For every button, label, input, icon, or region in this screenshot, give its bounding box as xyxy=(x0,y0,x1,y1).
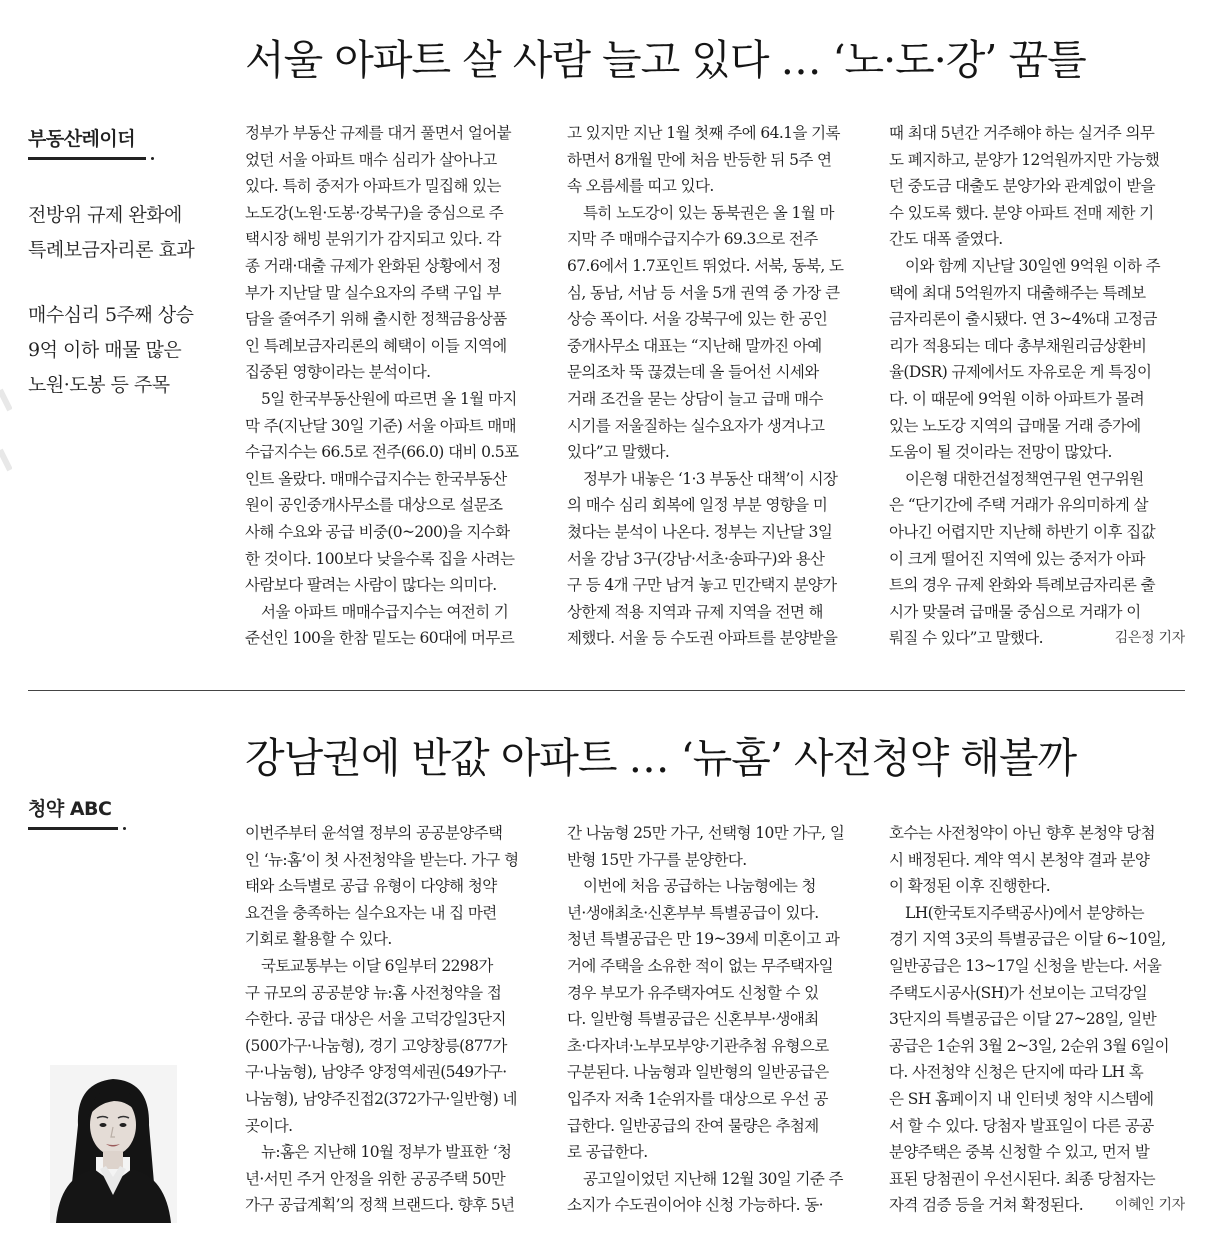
reporter-portrait-image xyxy=(50,1065,177,1223)
reporter-byline: 김은정 기자 xyxy=(1114,630,1185,647)
body-line: 막 주(지난달 30일 기준) 서울 아파트 매매 xyxy=(245,416,516,435)
article-subscription-abc xyxy=(0,700,1209,1246)
section-label xyxy=(28,124,146,160)
body-line: 거래 조건을 묻는 상담이 늘고 급매 매수 xyxy=(567,389,823,408)
body-line: 공급은 1순위 3월 2~3일, 2순위 3월 6일이 xyxy=(889,1036,1169,1055)
body-line: 국토교통부는 이달 6일부터 2298가 xyxy=(261,956,493,975)
body-line: 인트 올랐다. 매매수급지수는 한국부동산 xyxy=(245,469,507,488)
body-line: 노도강(노원·도봉·강북구)을 중심으로 주 xyxy=(245,203,504,222)
body-line: 시가 맞물려 급매물 중심으로 거래가 이 xyxy=(889,602,1141,621)
body-line: 다. 이 때문에 9억원 이하 아파트가 몰려 xyxy=(889,389,1145,408)
body-line: 로 공급한다. xyxy=(567,1143,648,1162)
body-line: 간도 대폭 줄였다. xyxy=(889,230,1003,249)
body-line: 택에 최대 5억원까지 대출해주는 특례보 xyxy=(889,283,1146,302)
body-line: 이은형 대한건설정책연구원 연구위원 xyxy=(905,469,1144,488)
deck-line: 9억 이하 매물 많은 xyxy=(28,339,182,361)
body-line: 준선인 100을 한참 밑도는 60대에 머무르 xyxy=(245,629,515,648)
body-line: 이번에 처음 공급하는 나눔형에는 청 xyxy=(583,877,816,896)
body-line: 율(DSR) 규제에서도 자유로운 게 특징이 xyxy=(889,363,1152,382)
body-line: 리가 적용되는 데다 총부채원리금상환비 xyxy=(889,336,1147,355)
article-body xyxy=(245,120,1185,665)
body-line: 초·다자녀·노부모부양·기관추첨 유형으로 xyxy=(567,1036,829,1055)
body-line: 년·서민 주거 안정을 위한 공공주택 50만 xyxy=(245,1169,506,1188)
body-line: 67.6에서 1.7포인트 뛰었다. 서북, 동북, 도 xyxy=(567,256,844,275)
body-line: 시기를 저울질하는 실수요자가 생겨나고 xyxy=(567,416,825,435)
section-label-underline xyxy=(28,157,146,160)
body-line: 있는 노도강 지역의 급매물 거래 증가에 xyxy=(889,416,1141,435)
body-line: 담을 줄여주기 위해 출시한 정책금융상품 xyxy=(245,310,507,329)
body-line: 의 매수 심리 회복에 일정 부분 영향을 미 xyxy=(567,496,828,515)
body-line: 3단지의 특별공급은 이달 27~28일, 일반 xyxy=(889,1010,1157,1029)
body-line: 특히 노도강이 있는 동북권은 올 1월 마 xyxy=(583,203,834,222)
body-line: 인 ‘뉴:홈’이 첫 사전청약을 받는다. 가구 형 xyxy=(245,850,519,869)
body-column-3 xyxy=(889,820,1185,1219)
body-line: 한 것이다. 100보다 낮을수록 집을 사려는 xyxy=(245,549,515,568)
body-line: 정부가 내놓은 ‘1·3 부동산 대책’이 시장 xyxy=(583,469,838,488)
body-line: 상승 폭이다. 서울 강북구에 있는 한 공인 xyxy=(567,310,828,329)
body-line: 급한다. 일반공급의 잔여 물량은 추첨제 xyxy=(567,1116,819,1135)
body-line: 수급지수는 66.5로 전주(66.0) 대비 0.5포 xyxy=(245,443,519,462)
body-line: 은 SH 홈페이지 내 인터넷 청약 시스템에 xyxy=(889,1089,1154,1108)
body-line: 상한제 적용 지역과 규제 지역을 전면 해 xyxy=(567,602,823,621)
deck-group xyxy=(28,198,228,268)
body-line: 거에 주택을 소유한 적이 없는 무주택자일 xyxy=(567,956,833,975)
body-column-2 xyxy=(567,120,863,652)
body-line: 구분된다. 나눔형과 일반형의 일반공급은 xyxy=(567,1063,829,1082)
body-line: 구 규모의 공공분양 뉴:홈 사전청약을 접 xyxy=(245,983,502,1002)
body-line: 사해 수요와 공급 비중(0~200)을 지수화 xyxy=(245,522,510,541)
body-line: 구 등 4개 구만 남겨 놓고 민간택지 분양가 xyxy=(567,576,837,595)
body-line: 뉴:홈은 지난해 10월 정부가 발표한 ‘청 xyxy=(261,1143,512,1162)
body-line: 표된 당첨권이 우선시된다. 최종 당첨자는 xyxy=(889,1169,1155,1188)
body-line: 시 배정된다. 계약 역시 본청약 결과 분양 xyxy=(889,850,1150,869)
body-line: 제했다. 서울 등 수도권 아파트를 분양받을 xyxy=(567,629,838,648)
body-line: 있다. 특히 중저가 아파트가 밀집해 있는 xyxy=(245,177,501,196)
body-line: 때 최대 5년간 거주해야 하는 실거주 의무 xyxy=(889,124,1155,142)
article-deck xyxy=(28,198,228,433)
body-line: 나눔형), 남양주진접2(372가구·일반형) 네 xyxy=(245,1089,517,1108)
body-line: 곳이다. xyxy=(245,1116,293,1135)
deck-line: 전방위 규제 완화에 xyxy=(28,204,182,226)
body-line: 반형 15만 가구를 분양한다. xyxy=(567,850,747,869)
body-line: 기회로 활용할 수 있다. xyxy=(245,930,392,949)
body-line: 서울 아파트 매매수급지수는 여전히 기 xyxy=(261,602,509,621)
body-line: 다. 일반형 특별공급은 신혼부부·생애최 xyxy=(567,1010,819,1029)
body-line: 경기 지역 3곳의 특별공급은 이달 6~10일, xyxy=(889,930,1166,949)
body-line: (500가구·나눔형), 경기 고양창릉(877가 xyxy=(245,1036,507,1055)
body-line: 자격 검증 등을 거쳐 확정된다. 이혜인 기자 xyxy=(889,1192,1185,1219)
body-line: 던 중도금 대출도 분양가와 관계없이 받을 xyxy=(889,177,1155,196)
body-line: 수한다. 공급 대상은 서울 고덕강일3단지 xyxy=(245,1010,506,1029)
body-line: 주택도시공사(SH)가 선보이는 고덕강일 xyxy=(889,983,1148,1002)
body-line: 속 오름세를 띠고 있다. xyxy=(567,177,714,196)
body-line: 부가 지난달 말 실수요자의 주택 구입 부 xyxy=(245,283,501,302)
body-line: 호수는 사전청약이 아닌 향후 본청약 당첨 xyxy=(889,824,1155,842)
body-line: 이 크게 떨어진 지역에 있는 중저가 아파 xyxy=(889,549,1145,568)
body-line: 인 특례보금자리론의 혜택이 이들 지역에 xyxy=(245,336,507,355)
body-line: 사람보다 팔려는 사람이 많다는 의미다. xyxy=(245,576,497,595)
body-line: 이번주부터 윤석열 정부의 공공분양주택 xyxy=(245,824,503,842)
body-line: 소지가 수도권이어야 신청 가능하다. 동· xyxy=(567,1196,823,1215)
body-line: 공고일이었던 지난해 12월 30일 기준 주 xyxy=(583,1169,843,1188)
body-line: 었던 서울 아파트 매수 심리가 살아나고 xyxy=(245,150,497,169)
body-line: 뤄질 수 있다”고 말했다. 김은정 기자 xyxy=(889,625,1185,652)
body-line: LH(한국토지주택공사)에서 분양하는 xyxy=(905,903,1145,922)
section-label-text: 청약 ABC xyxy=(28,798,112,820)
page-edge-mark xyxy=(0,380,12,480)
body-line: 정부가 부동산 규제를 대거 풀면서 얼어붙 xyxy=(245,124,511,142)
body-line: 중개사무소 대표는 “지난해 말까진 아예 xyxy=(567,336,822,355)
body-line: 도 폐지하고, 분양가 12억원까지만 가능했 xyxy=(889,150,1160,169)
body-line: 수 있도록 했다. 분양 아파트 전매 제한 기 xyxy=(889,203,1154,222)
body-line: 종 거래·대출 규제가 완화된 상황에서 정 xyxy=(245,256,501,275)
section-label-underline xyxy=(28,827,118,830)
body-line: 간 나눔형 25만 가구, 선택형 10만 가구, 일 xyxy=(567,824,845,842)
article-body xyxy=(245,820,1185,1240)
body-column-3 xyxy=(889,120,1185,652)
body-line: 도움이 될 것이라는 전망이 많았다. xyxy=(889,443,1112,462)
reporter-photo xyxy=(50,1065,177,1223)
body-line: 요건을 충족하는 실수요자는 내 집 마련 xyxy=(245,903,497,922)
body-line: 경우 부모가 유주택자여도 신청할 수 있 xyxy=(567,983,819,1002)
body-line: 가구 공급계획’의 정책 브랜드다. 향후 5년 xyxy=(245,1196,515,1215)
reporter-byline: 이혜인 기자 xyxy=(1114,1197,1185,1214)
body-line: 이 확정된 이후 진행한다. xyxy=(889,877,1051,896)
article-divider xyxy=(28,690,1185,691)
body-line: 청년 특별공급은 만 19~39세 미혼이고 과 xyxy=(567,930,840,949)
section-label xyxy=(28,794,118,830)
body-line: 쳤다는 분석이 나온다. 정부는 지난달 3일 xyxy=(567,522,833,541)
body-line: 다. 사전청약 신청은 단지에 따라 LH 혹 xyxy=(889,1063,1144,1082)
body-line: 년·생애최초·신혼부부 특별공급이 있다. xyxy=(567,903,819,922)
body-line: 아나긴 어렵지만 지난해 하반기 이후 집값 xyxy=(889,522,1155,541)
body-line: 하면서 8개월 만에 처음 반등한 뒤 5주 연 xyxy=(567,150,832,169)
body-line: 트의 경우 규제 완화와 특례보금자리론 출 xyxy=(889,576,1155,595)
body-line: 분양주택은 중복 신청할 수 있고, 먼저 발 xyxy=(889,1143,1150,1162)
body-line: 금자리론이 출시됐다. 연 3~4%대 고정금 xyxy=(889,310,1157,329)
deck-group xyxy=(28,298,228,403)
body-line: 있다”고 말했다. xyxy=(567,443,670,462)
body-line: 서울 강남 3구(강남·서초·송파구)와 용산 xyxy=(567,549,825,568)
body-line: 심, 동남, 서남 등 서울 5개 권역 중 가장 큰 xyxy=(567,283,840,302)
body-line: 원이 공인중개사무소를 대상으로 설문조 xyxy=(245,496,503,515)
section-label-text: 부동산레이더 xyxy=(28,128,136,150)
body-line: 구·나눔형), 남양주 양정역세권(549가구· xyxy=(245,1063,507,1082)
body-line: 집중된 영향이라는 분석이다. xyxy=(245,363,431,382)
body-line: 일반공급은 13~17일 신청을 받는다. 서울 xyxy=(889,956,1162,975)
deck-line: 매수심리 5주째 상승 xyxy=(28,304,194,326)
body-column-1 xyxy=(245,120,541,652)
body-line: 고 있지만 지난 1월 첫째 주에 64.1을 기록 xyxy=(567,124,840,142)
body-line: 이와 함께 지난달 30일엔 9억원 이하 주 xyxy=(905,256,1160,275)
body-column-2 xyxy=(567,820,863,1219)
article-headline: 강남권에 반값 아파트 … ‘뉴홈’ 사전청약 해볼까 xyxy=(245,734,1077,782)
body-line: 은 “단기간에 주택 거래가 유의미하게 살 xyxy=(889,496,1148,515)
article-headline: 서울 아파트 살 사람 늘고 있다 … ‘노·도·강’ 꿈틀 xyxy=(245,36,1086,84)
body-line: 입주자 저축 1순위자를 대상으로 우선 공 xyxy=(567,1089,828,1108)
body-column-1 xyxy=(245,820,541,1219)
body-line: 태와 소득별로 공급 유형이 다양해 청약 xyxy=(245,877,497,896)
body-line: 5일 한국부동산원에 따르면 올 1월 마지 xyxy=(261,389,517,408)
body-line: 서 할 수 있다. 당첨자 발표일이 다른 공공 xyxy=(889,1116,1154,1135)
body-line: 문의조차 뚝 끊겼는데 올 들어선 시세와 xyxy=(567,363,819,382)
body-line: 택시장 해빙 분위기가 감지되고 있다. 각 xyxy=(245,230,501,249)
deck-line: 특례보금자리론 효과 xyxy=(28,239,195,261)
deck-line: 노원·도봉 등 주목 xyxy=(28,374,170,396)
body-line: 지막 주 매매수급지수가 69.3으로 전주 xyxy=(567,230,818,249)
